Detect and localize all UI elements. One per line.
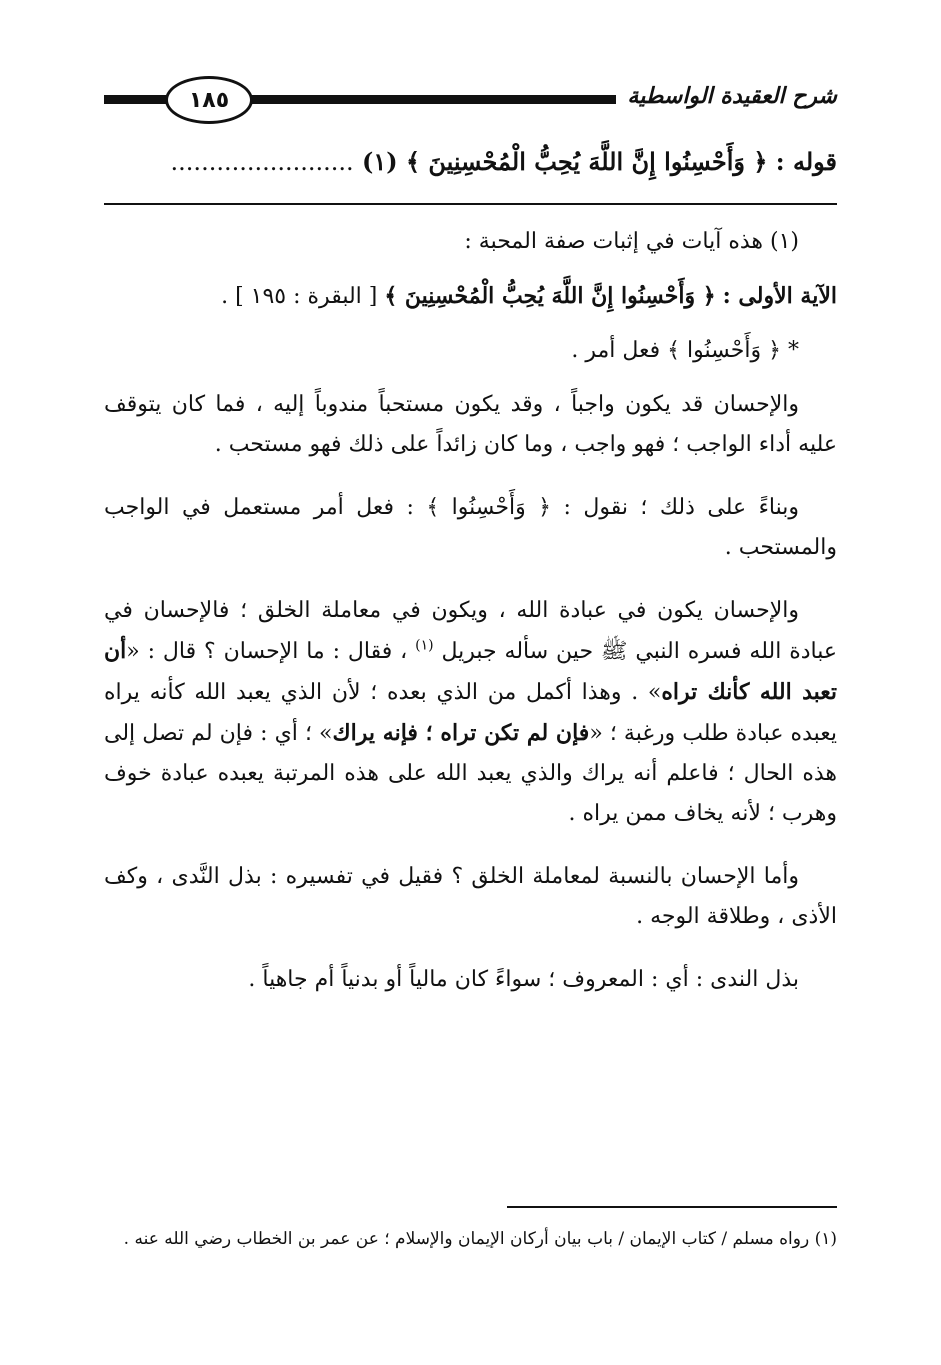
header-rule-right <box>245 95 616 104</box>
qawl-dots: ........................ <box>170 148 354 176</box>
top-rule <box>104 203 837 205</box>
commentary-text <box>104 222 837 1000</box>
qawl-verse: ﴿ وَأَحْسِنُوا إِنَّ اللَّهَ يُحِبُّ الْمُحْسِنِينَ ﴾ <box>405 147 768 176</box>
ihsan-text-d: » ؛ أي : فإن لم تصل إلى هذه الحال ؛ فاعلم أنه يراك والذي يعبد الله على هذه المرتبة يعبده عبادة خوف وهرب ؛ لأنه يخاف ممن يراه . <box>104 721 837 826</box>
footnote-text: (١) رواه مسلم / كتاب الإيمان / باب بيان أركان الإيمان والإسلام ؛ عن عمر بن الخطاب رضي الله عنه . <box>123 1229 837 1249</box>
hadith-quote-2: فإن لم تكن تراه ؛ فإنه يراك <box>332 720 590 746</box>
page-number: ١٨٥ <box>165 76 253 124</box>
ihsan-text-c: » . وهذا أكمل من الذي بعده ؛ لأن الذي يعبد الله كأنه يراه يعبده عبادة طلب ورغبة ؛ « <box>104 680 838 746</box>
paragraph-intro: (١) هذه آيات في إثبات صفة المحبة : <box>464 229 799 254</box>
first-verse-text: ﴿ وَأَحْسِنُوا إِنَّ اللَّهَ يُحِبُّ الْمُحْسِنِينَ ﴾ <box>384 283 716 309</box>
ihsan-text-b: ، فقال : ما الإحسان ؟ قال : « <box>126 639 408 664</box>
hadith-quote-1: أن تعبد الله كأنك تراه <box>104 638 837 705</box>
paragraph-generosity: بذل الندى : أي : المعروف ؛ سواءً كان مالياً أو بدنياً أم جاهياً . <box>248 967 799 992</box>
qawl-line <box>104 138 837 186</box>
footnote-ref: (١) <box>415 637 434 654</box>
paragraph-command: * ﴿ وَأَحْسِنُوا ﴾ فعل أمر . <box>571 338 799 363</box>
footnote-rule <box>507 1206 837 1208</box>
header-rule-left <box>104 95 166 104</box>
footnote <box>104 1222 837 1256</box>
first-verse-label: الآية الأولى : <box>722 283 837 309</box>
paragraph-obligatory: والإحسان قد يكون واجباً ، وقد يكون مستحباً مندوباً إليه ، فما كان يتوقف عليه أداء الواجب ؛ فهو واجب ، وما كان زائداً على ذلك فهو مستحب . <box>104 392 837 457</box>
paragraph-first-verse <box>104 276 837 317</box>
ihsan-text-a: والإحسان يكون في عبادة الله ، ويكون في معاملة الخلق ؛ فالإحسان في عبادة الله فسره النبي ﷺ حين سأله جبريل <box>104 598 837 664</box>
paragraph-therefore: وبناءً على ذلك ؛ نقول : ﴿ وَأَحْسِنُوا ﴾ : فعل أمر مستعمل في الواجب والمستحب . <box>104 495 837 560</box>
qawl-label: قوله : <box>775 147 837 176</box>
qawl-note-ref: (١) <box>362 147 398 176</box>
running-title: شرح العقيدة الواسطية <box>627 84 837 109</box>
paragraph-ihsan-people: وأما الإحسان بالنسبة لمعاملة الخلق ؟ فقيل في تفسيره : بذل النَّدى ، وكف الأذى ، وطلاقة الوجه . <box>104 864 837 929</box>
paragraph-ihsan-worship <box>104 591 837 834</box>
first-verse-reference: [ البقرة : ١٩٥ ] . <box>221 284 378 309</box>
